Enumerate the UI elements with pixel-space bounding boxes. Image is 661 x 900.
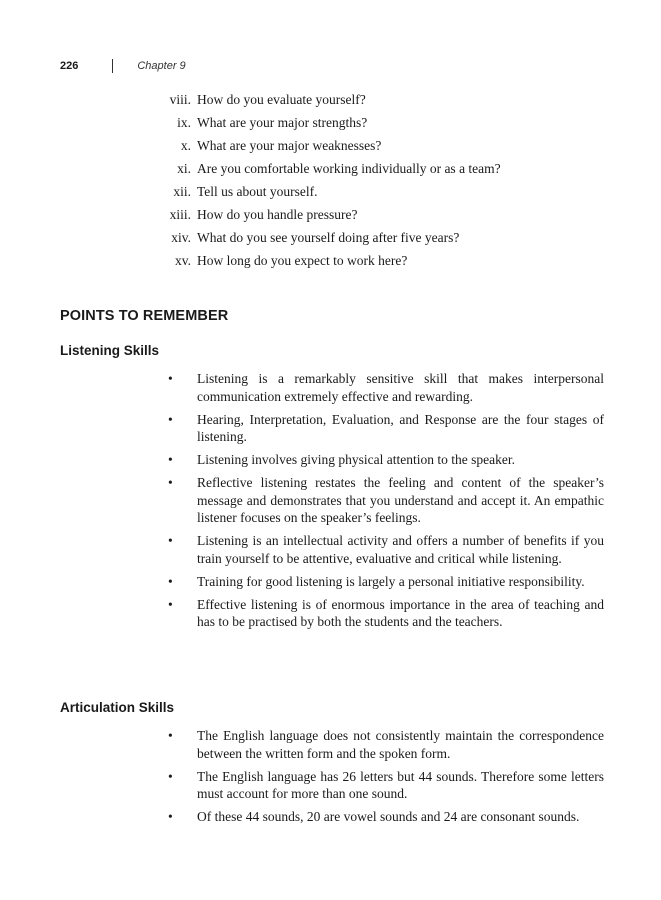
- item-text: The English language has 26 letters but 44 sounds. Therefore some letters must account for more than one sound.: [197, 768, 604, 801]
- list-item: [150, 249, 610, 272]
- bullet-icon: •: [168, 728, 173, 743]
- item-text: Training for good listening is largely a personal initiative responsibility.: [197, 573, 585, 589]
- bullet-icon: •: [168, 371, 173, 386]
- bullet-icon: •: [168, 411, 173, 427]
- item-number: xiv.: [171, 229, 191, 245]
- page-number: 226: [60, 60, 79, 72]
- question-list: [150, 88, 610, 272]
- list-item: [168, 808, 604, 826]
- item-text: Reflective listening restates the feeling and content of the speaker’s message and demonstrates that you understand and accept it. An empathic listener focuses on the speaker’s feelings.: [197, 475, 604, 525]
- item-number: x.: [180, 137, 191, 153]
- list-item: [150, 111, 610, 134]
- listening-skills-list: [168, 370, 604, 636]
- item-text: Are you comfortable working individually or as a team?: [197, 160, 501, 176]
- item-number: xi.: [177, 160, 191, 176]
- section-title: POINTS TO REMEMBER: [60, 308, 229, 324]
- item-text: How do you handle pressure?: [197, 206, 358, 222]
- item-text: Of these 44 sounds, 20 are vowel sounds and 24 are consonant sounds.: [197, 809, 580, 824]
- chapter-label: Chapter 9: [137, 60, 186, 72]
- bullet-icon: •: [168, 452, 173, 467]
- list-item: [168, 768, 604, 803]
- bullet-icon: •: [168, 768, 173, 784]
- list-item: [168, 596, 604, 631]
- item-text: Effective listening is of enormous importance in the area of teaching and has to be practised by both the students and the teachers.: [197, 596, 604, 629]
- item-number: ix.: [177, 114, 191, 130]
- item-text: What are your major strengths?: [197, 114, 368, 130]
- listening-skills-heading: Listening Skills: [60, 343, 160, 358]
- item-text: The English language does not consistently maintain the correspondence between the written form and the spoken form.: [197, 728, 604, 761]
- list-item: [168, 370, 604, 405]
- item-text: What are your major weaknesses?: [197, 137, 382, 153]
- list-item: [168, 573, 604, 591]
- item-number: xv.: [175, 252, 191, 268]
- list-item: [168, 532, 604, 567]
- bullet-icon: •: [168, 533, 173, 548]
- list-item: [168, 474, 604, 527]
- item-text: How long do you expect to work here?: [197, 252, 408, 268]
- list-item: [168, 727, 604, 762]
- list-item: [168, 451, 604, 469]
- item-text: What do you see yourself doing after five years?: [197, 229, 460, 245]
- item-number: viii.: [169, 91, 191, 107]
- list-item: [168, 411, 604, 446]
- bullet-icon: •: [168, 573, 173, 589]
- header-divider: [112, 59, 113, 73]
- item-text: Hearing, Interpretation, Evaluation, and Response are the four stages of listening.: [197, 411, 604, 444]
- list-item: [150, 134, 610, 157]
- articulation-skills-heading: Articulation Skills: [60, 700, 175, 715]
- item-text: Listening is a remarkably sensitive skill that makes interpersonal communication extremely effective and rewarding.: [197, 371, 604, 404]
- list-item: [150, 88, 610, 111]
- bullet-icon: •: [168, 596, 173, 612]
- item-text: Listening involves giving physical attention to the speaker.: [197, 452, 515, 467]
- item-text: Listening is an intellectual activity and offers a number of benefits if you train yourself to be attentive, evaluative and critical while listening.: [197, 533, 604, 566]
- bullet-icon: •: [168, 475, 173, 490]
- item-number: xii.: [173, 183, 191, 199]
- item-number: xiii.: [169, 206, 191, 222]
- bullet-icon: •: [168, 809, 173, 824]
- running-header: [60, 56, 186, 76]
- list-item: [150, 180, 610, 203]
- list-item: [150, 226, 610, 249]
- list-item: [150, 157, 610, 180]
- articulation-skills-list: [168, 727, 604, 831]
- item-text: How do you evaluate yourself?: [197, 91, 366, 107]
- item-text: Tell us about yourself.: [197, 183, 318, 199]
- list-item: [150, 203, 610, 226]
